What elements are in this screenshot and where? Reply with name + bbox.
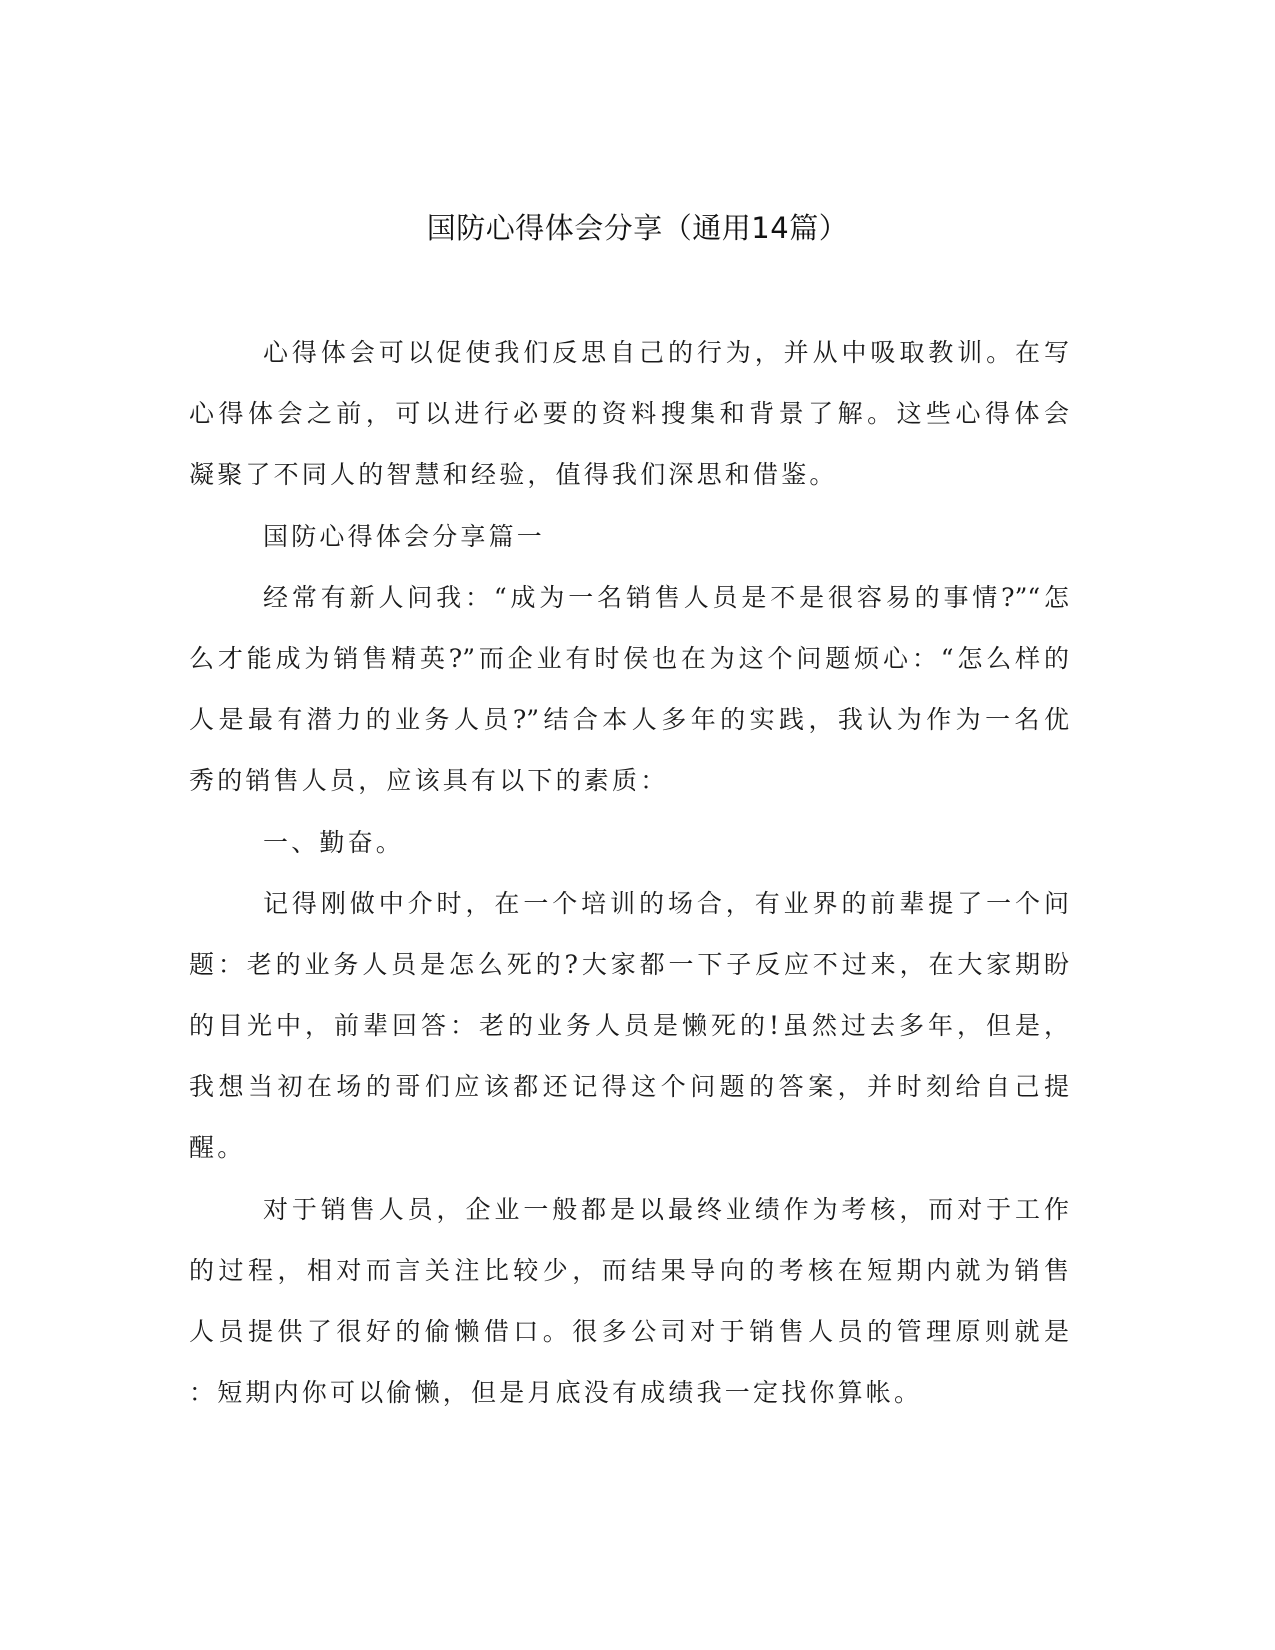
paragraph-line: 人员提供了很好的偷懒借口。很多公司对于销售人员的管理原则就是: [189, 1317, 1069, 1346]
paragraph-line: 么才能成为销售精英?”而企业有时侯也在为这个问题烦心：“怎么样的: [189, 643, 1069, 673]
paragraph-line: 秀的销售人员，应该具有以下的素质：: [189, 766, 669, 796]
paragraph-line: 我想当初在场的哥们应该都还记得这个问题的答案，并时刻给自己提: [189, 1072, 1069, 1102]
document-title: 国防心得体会分享（通用14篇）: [426, 211, 849, 245]
paragraph-line: 题：老的业务人员是怎么死的?大家都一下子反应不过来，在大家期盼: [189, 949, 1069, 979]
paragraph-line: ：短期内你可以偷懒，但是月底没有成绩我一定找你算帐。: [189, 1378, 923, 1408]
paragraph-line: 的目光中，前辈回答：老的业务人员是懒死的!虽然过去多年，但是，: [189, 1011, 1069, 1041]
paragraph-line: 醒。: [189, 1133, 246, 1163]
paragraph-line: 对于销售人员，企业一般都是以最终业绩作为考核，而对于工作: [263, 1194, 1069, 1224]
document-body: [189, 322, 1069, 1423]
paragraph-line: 人是最有潜力的业务人员?”结合本人多年的实践，我认为作为一名优: [189, 705, 1069, 735]
paragraph-line: 心得体会可以促使我们反思自己的行为，并从中吸取教训。在写: [263, 338, 1069, 367]
paragraph-line: 记得刚做中介时，在一个培训的场合，有业界的前辈提了一个问: [263, 888, 1069, 918]
paragraph-line: 心得体会之前，可以进行必要的资料搜集和背景了解。这些心得体会: [189, 399, 1069, 429]
section-heading: 国防心得体会分享篇一: [263, 521, 546, 551]
list-heading: 一、勤奋。: [263, 827, 405, 857]
paragraph-line: 凝聚了不同人的智慧和经验，值得我们深思和借鉴。: [189, 460, 838, 490]
paragraph-line: 经常有新人问我：“成为一名销售人员是不是很容易的事情?”“怎: [263, 582, 1069, 612]
paragraph-line: 的过程，相对而言关注比较少，而结果导向的考核在短期内就为销售: [189, 1255, 1069, 1285]
